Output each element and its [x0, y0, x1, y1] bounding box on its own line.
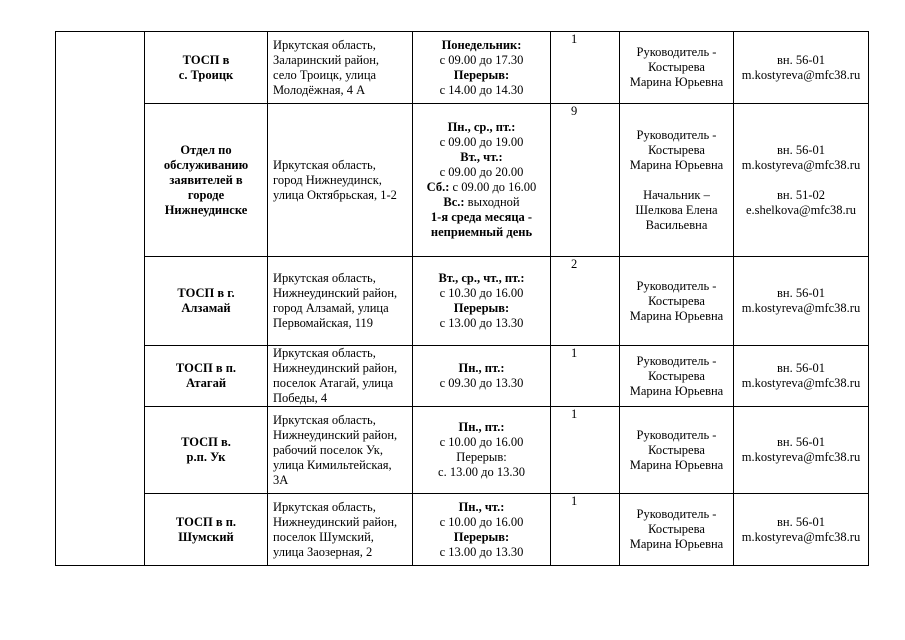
contacts-cell: [734, 407, 869, 494]
manager-line: Марина Юрьевна: [629, 537, 724, 551]
schedule-day-label: Пн., пт.:: [458, 420, 505, 434]
office-name-line: Отдел по: [180, 142, 232, 157]
contact-line: вн. 56-01: [776, 286, 825, 300]
staff-count-cell: 1: [551, 407, 620, 494]
staff-count-cell: 1: [551, 494, 620, 566]
office-name-line: р.п. Ук: [186, 450, 226, 464]
schedule-line: [413, 195, 550, 210]
manager-line: Руководитель -: [636, 507, 717, 521]
address-line: Нижнеудинский район,: [273, 427, 398, 442]
offices-table-body: [56, 32, 869, 566]
address-line: поселок Атагай, улица: [273, 376, 394, 390]
office-name-line: ТОСП в: [182, 52, 230, 67]
table-row: [56, 407, 869, 494]
table-row: [56, 32, 869, 104]
manager-cell: [620, 494, 734, 566]
manager-cell: [620, 346, 734, 407]
contact-line: вн. 56-01: [776, 361, 825, 375]
address-line: Заларинский район,: [273, 52, 380, 67]
manager-line: Начальник –: [643, 187, 710, 202]
manager-line: Марина Юрьевна: [629, 457, 724, 472]
manager-line: Руководитель -: [636, 353, 717, 368]
schedule-time: с 09.30 до 13.30: [439, 376, 524, 390]
manager-line-spacer: [620, 173, 733, 188]
office-name-line: обслуживанию: [163, 157, 249, 172]
table-row: [56, 257, 869, 346]
staff-count-cell: 1: [551, 32, 620, 104]
address-line: улица Кимильтейская,: [273, 457, 392, 472]
table-row: [56, 104, 869, 257]
address-cell: [268, 104, 413, 257]
schedule-time: с 10.30 до 16.00: [439, 286, 524, 300]
manager-line: Марина Юрьевна: [629, 75, 724, 89]
schedule-time: с 09.00 до 20.00: [439, 165, 524, 179]
staff-count-cell: 9: [551, 104, 620, 257]
index-cell: [56, 32, 145, 566]
manager-line: Костырева: [648, 60, 705, 74]
schedule-day-label: Пн., пт.:: [458, 361, 505, 375]
schedule-cell: [413, 104, 551, 257]
schedule-cell: [413, 494, 551, 566]
address-line: Иркутская область,: [273, 412, 376, 427]
manager-line: Васильевна: [645, 217, 708, 232]
address-cell: [268, 494, 413, 566]
manager-line: Руководитель -: [636, 427, 717, 442]
contacts-cell: [734, 346, 869, 407]
office-name-cell: [145, 407, 268, 494]
schedule-day-label: Пн., чт.:: [458, 499, 505, 514]
office-name-line: ТОСП в г.: [177, 286, 235, 300]
address-line: Нижнеудинский район,: [273, 514, 398, 529]
manager-cell: [620, 104, 734, 257]
contact-line-spacer: [734, 173, 868, 188]
contact-line: e.shelkova@mfc38.ru: [745, 202, 857, 217]
schedule-day-label: Вт., ср., чт., пт.:: [438, 271, 525, 285]
office-name-line: Атагай: [185, 376, 227, 390]
office-name-line: Алзамай: [181, 301, 231, 315]
contact-line: m.kostyreva@mfc38.ru: [741, 529, 861, 544]
manager-line: Костырева: [648, 522, 705, 536]
manager-line: Марина Юрьевна: [629, 383, 724, 398]
schedule-time: с. 13.00 до 13.30: [438, 465, 525, 479]
manager-line: Костырева: [648, 293, 705, 308]
contacts-cell: [734, 104, 869, 257]
contact-line: m.kostyreva@mfc38.ru: [741, 301, 861, 315]
schedule-day-label: Вт., чт.:: [460, 150, 503, 164]
schedule-time: с 10.00 до 16.00: [439, 514, 524, 529]
address-line: Иркутская область,: [273, 346, 376, 360]
address-line: Победы, 4: [273, 391, 328, 405]
address-line: Иркутская область,: [273, 499, 376, 514]
office-name-cell: [145, 257, 268, 346]
address-line: Иркутская область,: [273, 157, 376, 172]
office-name-cell: [145, 32, 268, 104]
schedule-time: с 10.00 до 16.00: [439, 435, 524, 449]
schedule-time: выходной: [464, 195, 520, 209]
address-line: поселок Шумский,: [273, 529, 374, 544]
schedule-day-label: Перерыв:: [453, 529, 510, 544]
office-name-line: Шумский: [178, 529, 234, 544]
office-name-line: ТОСП в п.: [175, 514, 237, 529]
contact-line: m.kostyreva@mfc38.ru: [741, 376, 861, 390]
address-line: 3А: [273, 472, 289, 487]
contact-line: вн. 56-01: [776, 142, 825, 157]
staff-count-cell: 1: [551, 346, 620, 407]
schedule-time: с 13.00 до 13.30: [439, 544, 524, 559]
schedule-day-label: Понедельник:: [441, 37, 522, 52]
office-name-line: с. Троицк: [178, 67, 234, 82]
office-name-line: заявителей в: [169, 172, 243, 187]
address-line: Молодёжная, 4 А: [273, 82, 366, 97]
manager-line: Шелкова Елена: [635, 202, 718, 217]
address-cell: [268, 346, 413, 407]
office-name-cell: [145, 346, 268, 407]
manager-line: Руководитель -: [636, 278, 717, 293]
manager-line: Руководитель -: [636, 45, 717, 59]
staff-count-cell: 2: [551, 257, 620, 346]
manager-line: Костырева: [648, 142, 705, 157]
contact-line: m.kostyreva@mfc38.ru: [741, 157, 861, 172]
address-line: улица Заозерная, 2: [273, 544, 373, 559]
address-line: Первомайская, 119: [273, 316, 373, 330]
schedule-time: с 14.00 до 14.30: [439, 82, 524, 97]
contact-line: вн. 56-01: [776, 52, 825, 67]
schedule-day-label: 1-я среда месяца -: [430, 210, 533, 224]
address-line: Иркутская область,: [273, 37, 376, 52]
contacts-cell: [734, 257, 869, 346]
office-name-cell: [145, 104, 268, 257]
schedule-day-label: неприемный день: [430, 225, 533, 239]
manager-line: Марина Юрьевна: [629, 157, 724, 172]
address-cell: [268, 407, 413, 494]
manager-line: Костырева: [648, 368, 705, 383]
schedule-time: с 13.00 до 13.30: [439, 316, 524, 330]
schedule-day-label: Сб.:: [426, 180, 450, 194]
manager-line: Костырева: [648, 442, 705, 457]
office-name-line: городе: [187, 187, 225, 202]
schedule-cell: [413, 346, 551, 407]
office-name-line: Нижнеудинске: [164, 202, 248, 217]
office-name-line: ТОСП в п.: [175, 361, 237, 375]
contact-line: вн. 56-01: [776, 435, 825, 449]
schedule-cell: [413, 257, 551, 346]
schedule-day-label: Пн., ср., пт.:: [447, 120, 516, 134]
address-line: Нижнеудинский район,: [273, 361, 398, 375]
manager-cell: [620, 407, 734, 494]
schedule-day-label: Вс.:: [443, 195, 465, 209]
contacts-cell: [734, 494, 869, 566]
schedule-line: [413, 180, 550, 195]
schedule-time: с 09.00 до 16.00: [449, 180, 537, 194]
address-cell: [268, 32, 413, 104]
manager-line: Марина Юрьевна: [629, 308, 724, 323]
table-row: [56, 346, 869, 407]
schedule-time: с 09.00 до 19.00: [439, 135, 524, 149]
schedule-time: Перерыв:: [456, 450, 507, 464]
address-line: Иркутская область,: [273, 271, 376, 285]
manager-cell: [620, 32, 734, 104]
table-row: [56, 494, 869, 566]
address-line: рабочий поселок Ук,: [273, 442, 384, 457]
manager-cell: [620, 257, 734, 346]
office-name-cell: [145, 494, 268, 566]
contacts-cell: [734, 32, 869, 104]
contact-line: m.kostyreva@mfc38.ru: [741, 450, 861, 464]
schedule-cell: [413, 32, 551, 104]
contact-line: m.kostyreva@mfc38.ru: [741, 67, 861, 82]
schedule-time: с 09.00 до 17.30: [439, 52, 524, 67]
offices-table: [55, 31, 869, 566]
schedule-cell: [413, 407, 551, 494]
address-line: город Алзамай, улица: [273, 301, 389, 315]
contact-line: вн. 56-01: [776, 514, 825, 529]
address-line: город Нижнеудинск,: [273, 172, 382, 187]
office-name-line: ТОСП в.: [181, 435, 231, 449]
address-line: село Троицк, улица: [273, 67, 377, 82]
address-line: улица Октябрьская, 1-2: [273, 187, 397, 202]
schedule-day-label: Перерыв:: [453, 67, 510, 82]
schedule-day-label: Перерыв:: [453, 301, 510, 315]
manager-line: Руководитель -: [636, 127, 717, 142]
address-cell: [268, 257, 413, 346]
address-line: Нижнеудинский район,: [273, 286, 398, 300]
contact-line: вн. 51-02: [776, 187, 825, 202]
